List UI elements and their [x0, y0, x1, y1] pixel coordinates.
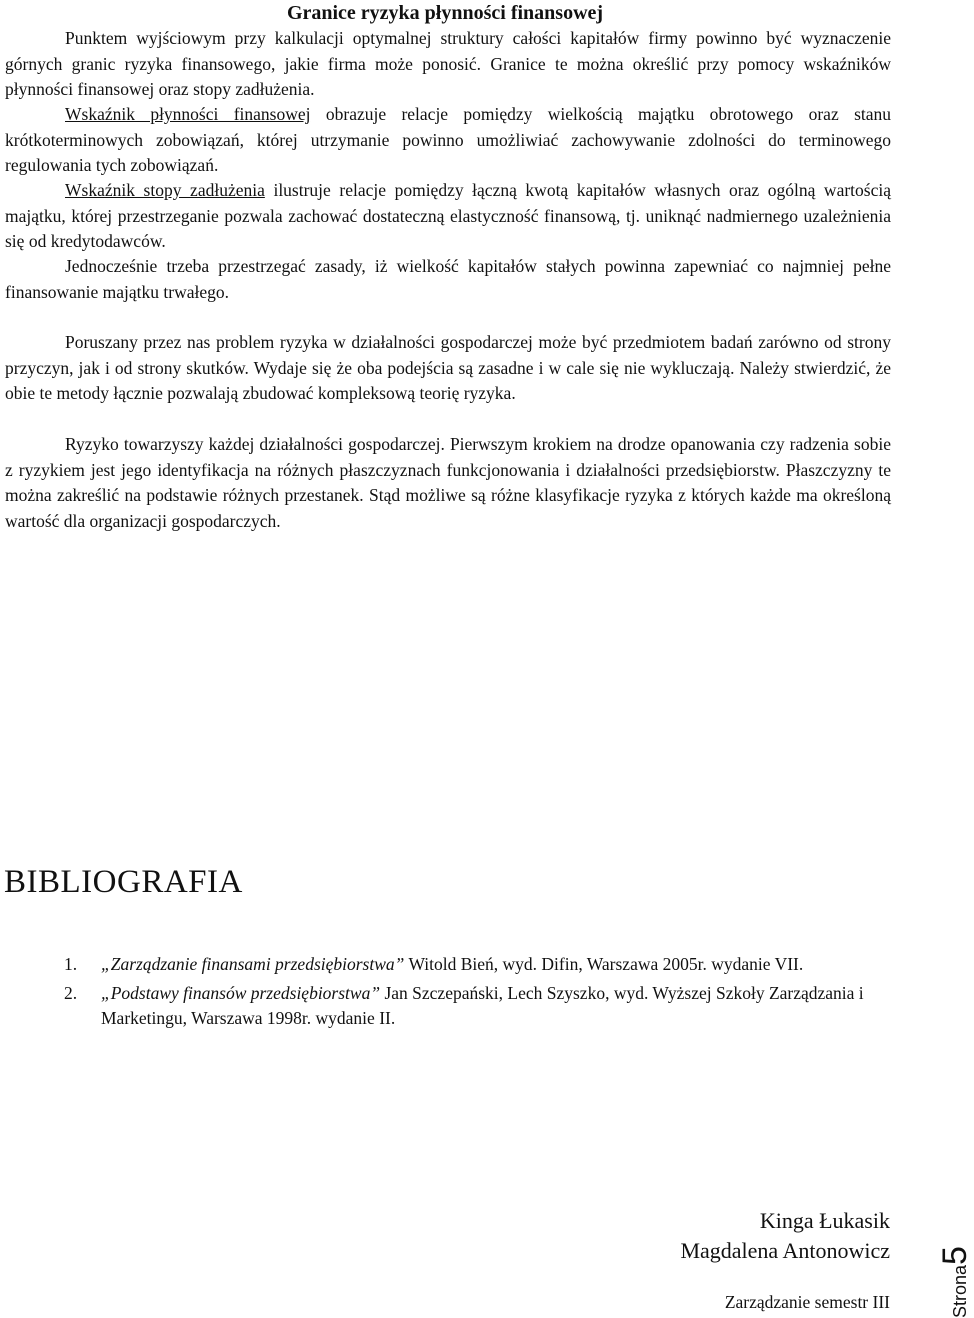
term-liquidity-ratio: Wskaźnik płynności finansowej [65, 104, 311, 124]
bibliography-item-details: Jan Szczepański, Lech Szyszko, wyd. Wyższej Szkoły Zarządzania i Marketingu, Warszawa 1998r. wydanie II. [101, 982, 864, 1028]
bibliography-list [64, 952, 894, 1035]
bibliography-item-number: 1. [64, 954, 78, 974]
author-name-2: Magdalena Antonowicz [680, 1238, 890, 1263]
bibliography-heading: BIBLIOGRAFIA [4, 864, 243, 900]
bibliography-item-details: Witold Bień, wyd. Difin, Warszawa 2005r. wydanie VII. [404, 954, 804, 974]
paragraph-liquidity [5, 102, 891, 179]
bibliography-item-number: 2. [64, 982, 78, 1003]
paragraph-risk-identification: Ryzyko towarzyszy każdej działalności gospodarczej. Pierwszym krokiem na drodze opanowania czy radzenia sobie z ryzykiem jest jego identyfikacja na różnych płaszczyznach funkcjonowania i działalności przedsiębiorstw. Płaszczyzny te można zakreślić na podstawie różnych przestanek. Stąd możliwe są różne klasyfikacje ryzyka z których każde ma określoną wartość dla organizacji gospodarczych. [5, 434, 891, 531]
section-title: Granice ryzyka płynności finansowej [286, 2, 604, 24]
page-number-label [938, 1246, 972, 1318]
paragraph-risk-research: Poruszany przez nas problem ryzyka w działalności gospodarczej może być przedmiotem badań zarówno od strony przyczyn, jak i od strony skutków. Wydaje się że oba podejścia są zasadne i w cale się nie wykluczają. Należy stwierdzić, że obie te metody łącznie pozwalają zbudować kompleksową teorię ryzyka. [5, 332, 891, 403]
bibliography-item [64, 981, 894, 1032]
page-number: 5 [936, 1246, 974, 1265]
paragraph-liquidity-text: obrazuje relacje pomiędzy wielkością majątku obrotowego oraz stanu krótkoterminowych zobowiązań, której utrzymanie powinno umożliwiać zachowywanie zdolności do terminowego regulowania tych zobowiązań. [5, 104, 892, 175]
paragraph-debt [5, 178, 891, 255]
bibliography-item [64, 952, 894, 978]
term-debt-ratio: Wskaźnik stopy zadłużenia [65, 180, 265, 200]
bibliography-item-title: „Zarządzanie finansami przedsiębiorstwa” [101, 954, 405, 974]
author-name-1: Kinga Łukasik [759, 1208, 890, 1233]
paragraph-debt-text: ilustruje relacje pomiędzy łączną kwotą kapitałów własnych oraz ogólną wartością majątku, której przestrzeganie pozwala zachować dostateczną elastyczność finansową, tj. uniknąć nadmiernego uzależnienia się od kredytodawców. [5, 180, 891, 251]
paragraph-fixed-capital: Jednocześnie trzeba przestrzegać zasady, iż wielkość kapitałów stałych powinna zapewniać co najmniej pełne finansowanie majątku trwałego. [5, 256, 891, 302]
course-label: Zarządzanie semestr III [724, 1292, 890, 1312]
bibliography-item-title: „Podstawy finansów przedsiębiorstwa” [101, 982, 381, 1003]
paragraph-intro: Punktem wyjściowym przy kalkulacji optymalnej struktury całości kapitałów firmy powinno być wyznaczenie górnych granic ryzyka finansowego, jakie firma może ponosić. Granice te można określić przy pomocy wskaźników płynności finansowej oraz stopy zadłużenia. [5, 28, 891, 99]
page-word: Strona [950, 1264, 970, 1318]
